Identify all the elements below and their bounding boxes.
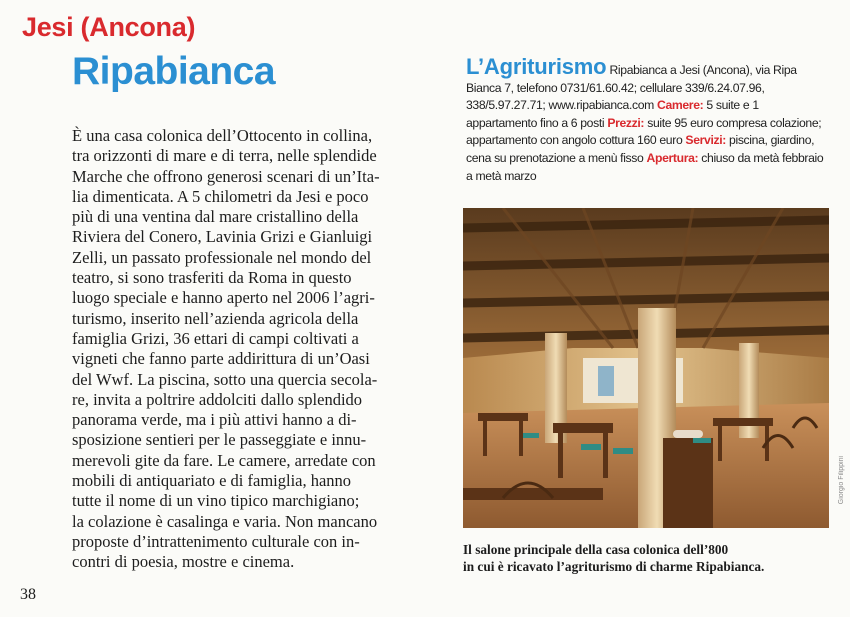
photo-credit: Giorgio Filippini xyxy=(838,456,845,505)
info-address: Ripabianca a Jesi (Ancona), via Ripa Bianca 7, telefono 0731/61.60.42; cellulare 339/6.24.07.96, 338/5.97.27.71; www.ripabianca.com xyxy=(466,63,797,113)
caption-text: Il salone principale della casa colonica dell’800 in cui è ricavato l’agriturismo di charme Ripabianca. xyxy=(463,542,765,574)
rooms-label: Camere: xyxy=(657,98,704,113)
services-label: Servizi: xyxy=(685,133,726,148)
page-number: 38 xyxy=(20,586,36,603)
opening-value: chiuso da metà febbraio a metà marzo xyxy=(466,150,824,183)
info-heading: L’Agriturismo xyxy=(466,54,607,79)
city-subtitle: Jesi (Ancona) xyxy=(22,12,196,42)
photo-illustration xyxy=(463,208,829,528)
photo-caption xyxy=(463,541,833,575)
photo-interior xyxy=(463,208,829,528)
services-value: piscina, giardino, cena su prenotazione a menù fisso xyxy=(466,133,815,165)
rooms-value: 5 suite e 1 appartamento fino a 6 posti xyxy=(466,98,759,130)
page-title: Ripabianca xyxy=(72,50,276,93)
article-body: È una casa colonica dell’Ottocento in collina, tra orizzonti di mare e di terra, nelle splendide Marche che offrono generosi scenari di un’Ita- lia dimenticata. A 5 chilometri da Jesi e poco più di una ventina dal mare cristallino della Riviera del Conero, Lavinia Grizi e Gianluigi Zelli, un passato professionale nel mondo del teatro, si sono trasferiti da Roma in questo luogo speciale e hanno aperto nel 2006 l’agri- turismo, inserito nell’azienda agricola della famiglia Grizi, 36 ettari di campi coltivati a vigneti che fanno parte addirittura di un’Oasi del Wwf. La piscina, sotto una quercia secola- re, invita a poltrire addolciti dallo splendido panorama verde, ma i più attivi hanno a di- sposizione sentieri per le passeggiate e innu- merevoli gite da fare. Le camere, arredate con mobili di antiquariato e di famiglia, hanno tutte il nome di un vino tipico marchigiano; la colazione è casalinga e varia. Non mancano proposte d’intrattenimento culturale con in- contri di poesia, mostre e cinema. xyxy=(72,126,380,572)
prices-label: Prezzi: xyxy=(607,115,645,130)
prices-value: suite 95 euro compresa colazione; appartamento con angolo cottura 160 euro xyxy=(466,115,822,148)
info-box xyxy=(466,54,832,185)
opening-label: Apertura: xyxy=(646,150,699,165)
